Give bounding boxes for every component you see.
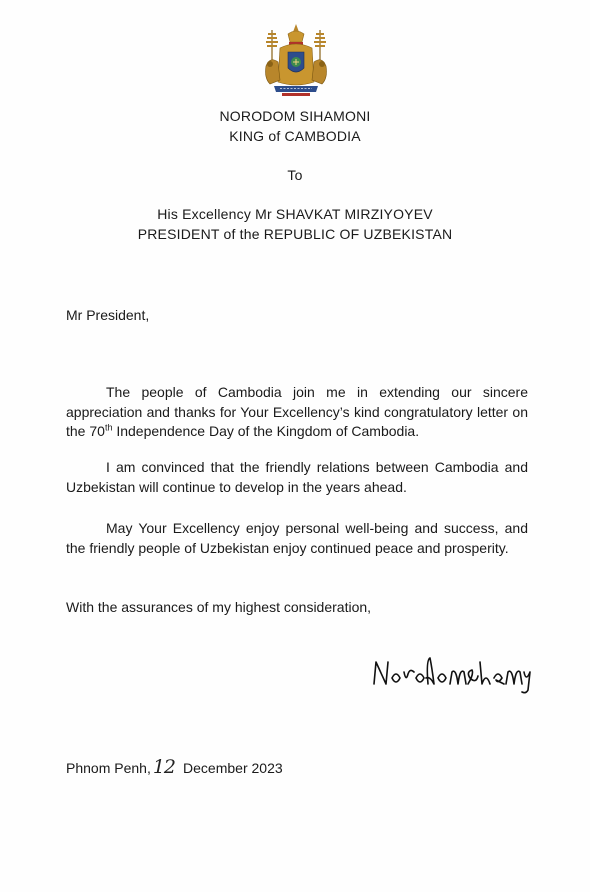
paragraph-2-text: I am convinced that the friendly relations between Cambodia and Uzbekistan will continue to develop in the years ahead. — [66, 459, 528, 495]
salutation: Mr President, — [66, 307, 150, 323]
paragraph-1-text-b: Independence Day of the Kingdom of Cambodia. — [112, 423, 420, 439]
closing-line: With the assurances of my highest consideration, — [66, 599, 372, 615]
paragraph-1 — [66, 383, 528, 442]
recipient-line-2: PRESIDENT of the REPUBLIC OF UZBEKISTAN — [137, 226, 453, 242]
ordinal-suffix: th — [104, 422, 113, 433]
sender-name: NORODOM SIHAMONI — [219, 108, 371, 124]
place-date-line — [66, 758, 283, 777]
month-year: December 2023 — [183, 760, 283, 776]
paragraph-2 — [66, 458, 528, 497]
sender-title: KING of CAMBODIA — [229, 128, 361, 144]
handwritten-day: 12 — [152, 756, 176, 778]
paragraph-3 — [66, 519, 528, 558]
royal-arms-icon — [258, 22, 334, 98]
to-label: To — [287, 167, 303, 183]
place: Phnom Penh, — [66, 760, 151, 776]
paragraph-1-text-a: The people of Cambodia join me in extending our sincere appreciation and thanks for Your Excellency’s kind congratulatory letter on the 70 — [66, 384, 528, 439]
signature-icon — [368, 654, 538, 696]
recipient-line-1: His Excellency Mr SHAVKAT MIRZIYOYEV — [157, 206, 433, 222]
paragraph-3-text: May Your Excellency enjoy personal well-being and success, and the friendly people of Uzbekistan enjoy continued peace and prosperity. — [66, 520, 528, 556]
